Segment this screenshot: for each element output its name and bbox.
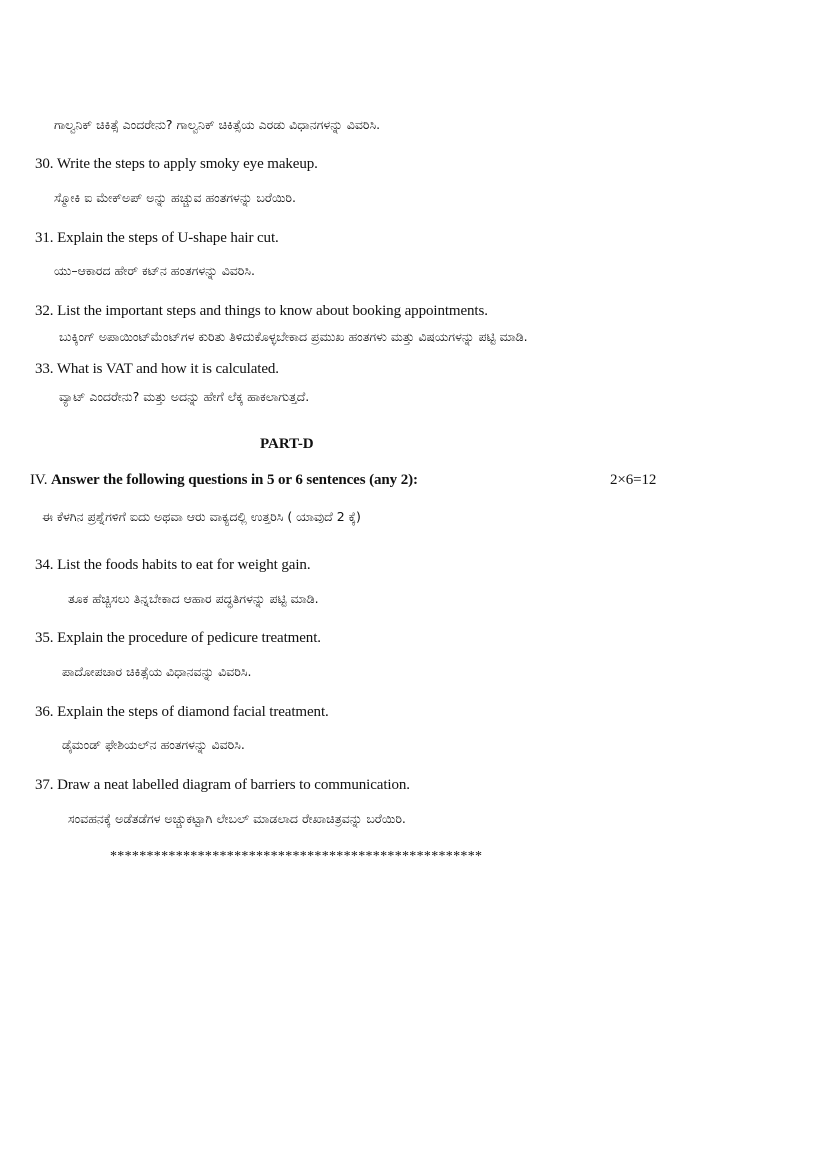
section-instruction: Answer the following questions in 5 or 6 sentences (any 2): bbox=[51, 472, 418, 488]
question-34-kannada: ತೂಕ ಹೆಚ್ಚಿಸಲು ತಿನ್ನಬೇಕಾದ ಆಹಾರ ಪದ್ಧತಿಗಳನ್ನು ಪಟ್ಟಿ ಮಾಡಿ. bbox=[68, 591, 319, 606]
question-number: 35. bbox=[35, 630, 54, 646]
question-number: 34. bbox=[35, 557, 54, 573]
question-number: 36. bbox=[35, 704, 54, 720]
question-35 bbox=[35, 630, 321, 647]
question-english: Write the steps to apply smoky eye makeup. bbox=[56, 156, 318, 172]
question-english: What is VAT and how it is calculated. bbox=[56, 361, 279, 377]
q29-kannada-continuation: ಗಾಲ್ವನಿಕ್ ಚಿಕಿತ್ಸೆ ಎಂದರೇನು? ಗಾಲ್ವನಿಕ್ ಚಿಕಿತ್ಸೆಯ ಎರಡು ವಿಧಾನಗಳನ್ನು ವಿವರಿಸಿ. bbox=[54, 117, 381, 132]
question-35-kannada: ಪಾದೋಪಚಾರ ಚಿಕಿತ್ಸೆಯ ವಿಧಾನವನ್ನು ವಿವರಿಸಿ. bbox=[62, 664, 252, 679]
question-number: 32. bbox=[35, 303, 54, 319]
question-31 bbox=[35, 230, 279, 247]
question-33-kannada: ವ್ಯಾಟ್ ಎಂದರೇನು? ಮತ್ತು ಅದನ್ನು ಹೇಗೆ ಲೆಕ್ಕ ಹಾಕಲಾಗುತ್ತದೆ. bbox=[59, 389, 310, 404]
question-number: 33. bbox=[35, 361, 54, 377]
question-english: Explain the procedure of pedicure treatment. bbox=[57, 630, 321, 646]
question-37 bbox=[35, 777, 410, 794]
section-number: IV. bbox=[30, 472, 48, 488]
question-english: List the foods habits to eat for weight gain. bbox=[57, 557, 311, 573]
question-37-kannada: ಸಂವಹನಕ್ಕೆ ಅಡೆತಡೆಗಳ ಅಚ್ಚುಕಟ್ಟಾಗಿ ಲೇಬಲ್ ಮಾಡಲಾದ ರೇಖಾಚಿತ್ರವನ್ನು ಬರೆಯಿರಿ. bbox=[68, 811, 406, 826]
question-number: 30. bbox=[35, 156, 54, 172]
section-iv-instruction bbox=[30, 472, 418, 489]
section-marks: 2×6=12 bbox=[610, 472, 657, 488]
question-34 bbox=[35, 557, 310, 574]
question-32 bbox=[35, 303, 488, 320]
question-30 bbox=[35, 156, 318, 173]
question-english: Explain the steps of diamond facial treatment. bbox=[57, 704, 329, 720]
question-english: List the important steps and things to know about booking appointments. bbox=[57, 303, 488, 319]
question-31-kannada: ಯು–ಆಕಾರದ ಹೇರ್ ಕಟ್‌ನ ಹಂತಗಳನ್ನು ವಿವರಿಸಿ. bbox=[54, 263, 256, 278]
part-d-heading: PART-D bbox=[260, 436, 314, 452]
question-number: 31. bbox=[35, 230, 54, 246]
section-instruction-kannada: ಈ ಕೆಳಗಿನ ಪ್ರಶ್ನೆಗಳಿಗೆ ಐದು ಅಥವಾ ಆರು ವಾಕ್ಯದಲ್ಲಿ ಉತ್ತರಿಸಿ ( ಯಾವುದೆ 2 ಕ್ಕೆ) bbox=[42, 509, 361, 524]
question-english: Explain the steps of U-shape hair cut. bbox=[57, 230, 279, 246]
question-36-kannada: ಡೈಮಂಡ್ ಫೇಶಿಯಲ್‌ನ ಹಂತಗಳನ್ನು ವಿವರಿಸಿ. bbox=[62, 737, 245, 752]
question-36 bbox=[35, 704, 329, 721]
end-of-paper-stars: *************************************************** bbox=[110, 849, 483, 864]
question-33 bbox=[35, 361, 279, 378]
question-30-kannada: ಸ್ಮೋಕಿ ಐ ಮೇಕ್‌ಅಪ್ ಅನ್ನು ಹಚ್ಚುವ ಹಂತಗಳನ್ನು ಬರೆಯಿರಿ. bbox=[54, 190, 297, 205]
question-english: Draw a neat labelled diagram of barriers to communication. bbox=[57, 777, 410, 793]
question-32-kannada: ಬುಕ್ಕಿಂಗ್ ಅಪಾಯಿಂಟ್‌ಮೆಂಟ್‌ಗಳ ಕುರಿತು ತಿಳಿದುಕೊಳ್ಳಬೇಕಾದ ಪ್ರಮುಖ ಹಂತಗಳು ಮತ್ತು ವಿಷಯಗಳನ್ನು ಪಟ್ಟಿ ಮಾಡಿ. bbox=[59, 329, 528, 344]
question-number: 37. bbox=[35, 777, 54, 793]
